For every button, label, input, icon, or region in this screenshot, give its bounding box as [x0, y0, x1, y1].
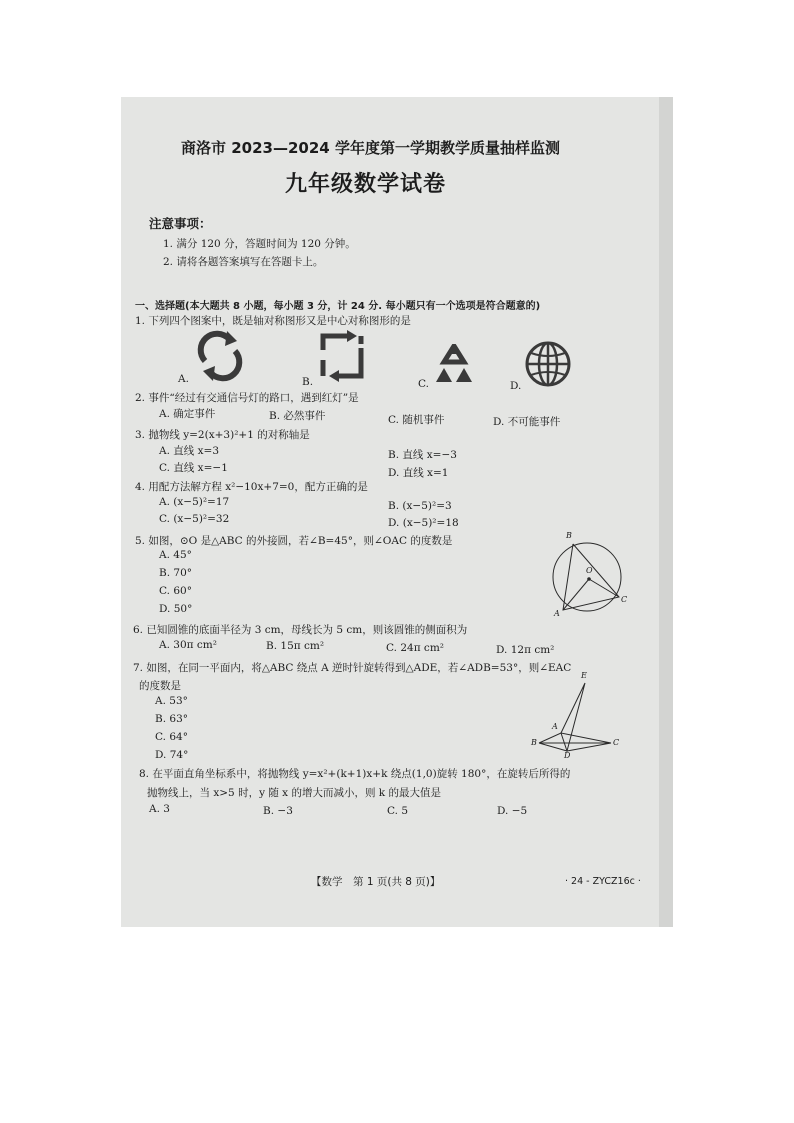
question-7-option-c: C. 64°	[155, 731, 188, 743]
exam-page-photo	[121, 97, 673, 927]
question-3-stem: 3. 抛物线 y=2(x+3)²+1 的对称轴是	[135, 429, 310, 441]
question-2-stem: 2. 事件“经过有交通信号灯的路口，遇到红灯”是	[135, 392, 359, 404]
question-1-option-c: C.	[418, 378, 429, 390]
notice-item-2: 2. 请将各题答案填写在答题卡上。	[163, 256, 324, 268]
notice-item-1: 1. 满分 120 分，答题时间为 120 分钟。	[163, 238, 356, 250]
globe-icon	[524, 340, 572, 392]
question-5-option-b: B. 70°	[159, 567, 193, 579]
question-3-option-a: A. 直线 x=3	[159, 445, 219, 457]
section-heading: 一、选择题(本大题共 8 小题，每小题 3 分，计 24 分. 每小题只有一个选项是符合题意的)	[135, 301, 541, 312]
question-8-option-c: C. 5	[387, 805, 409, 817]
question-1-option-d: D.	[510, 380, 522, 392]
figure7-label-e: E	[581, 671, 587, 680]
question-7-stem-line2: 的度数是	[139, 680, 181, 692]
page-footer: 【数学 第 1 页(共 8 页)】	[311, 876, 441, 888]
question-7-option-a: A. 53°	[155, 695, 188, 707]
paper-code: · 24 - ZYCZ16c ·	[565, 876, 641, 887]
question-4-option-d: D. (x−5)²=18	[388, 517, 459, 529]
question-5-option-d: D. 50°	[159, 603, 193, 615]
question-8-option-a: A. 3	[149, 803, 170, 815]
question-1-option-b: B.	[302, 376, 314, 388]
question-1-option-a: A.	[178, 373, 189, 385]
question-2-option-d: D. 不可能事件	[493, 416, 561, 428]
question-2-option-b: B. 必然事件	[269, 410, 326, 422]
question-3-option-d: D. 直线 x=1	[388, 467, 449, 479]
question-8-option-d: D. −5	[497, 805, 528, 817]
circle-triangle-figure	[545, 531, 629, 623]
figure5-label-c: C	[621, 595, 628, 604]
question-7-option-d: D. 74°	[155, 749, 189, 761]
exam-title: 商洛市 2023—2024 学年度第一学期教学质量抽样监测	[181, 139, 560, 157]
recycle-icon	[430, 344, 478, 390]
question-7-stem: 7. 如图，在同一平面内，将△ABC 绕点 A 逆时针旋转得到△ADE，若∠ADB=53°，则∠EAC	[133, 662, 572, 674]
question-2-option-c: C. 随机事件	[388, 414, 445, 426]
exam-subtitle: 九年级数学试卷	[285, 172, 447, 197]
question-4-option-c: C. (x−5)²=32	[159, 513, 230, 525]
question-5-option-a: A. 45°	[159, 549, 192, 561]
figure7-label-c: C	[613, 738, 620, 747]
question-3-option-c: C. 直线 x=−1	[159, 462, 228, 474]
question-6-option-c: C. 24π cm²	[386, 642, 444, 654]
question-4-option-a: A. (x−5)²=17	[159, 496, 230, 508]
question-8-option-b: B. −3	[263, 805, 293, 817]
question-8-stem-line2: 抛物线上，当 x>5 时，y 随 x 的增大而减小，则 k 的最大值是	[147, 787, 441, 799]
question-2-option-a: A. 确定事件	[159, 408, 216, 420]
question-5-option-c: C. 60°	[159, 585, 192, 597]
figure7-label-a: A	[552, 722, 558, 731]
rotation-triangle-figure	[529, 671, 621, 765]
figure5-label-b: B	[566, 531, 572, 540]
question-7-option-b: B. 63°	[155, 713, 189, 725]
question-5-stem: 5. 如图，⊙O 是△ABC 的外接圆，若∠B=45°，则∠OAC 的度数是	[135, 535, 453, 547]
figure7-label-b: B	[531, 738, 537, 747]
figure7-label-d: D	[564, 751, 571, 760]
question-6-option-a: A. 30π cm²	[159, 639, 217, 651]
question-3-option-b: B. 直线 x=−3	[388, 449, 457, 461]
question-8-stem: 8. 在平面直角坐标系中，将抛物线 y=x²+(k+1)x+k 绕点(1,0)旋转 180°，在旋转后所得的	[139, 768, 571, 780]
cycle-arrows-icon	[191, 329, 249, 387]
question-1-stem: 1. 下列四个图案中，既是轴对称图形又是中心对称图形的是	[135, 315, 411, 327]
next-page-edge	[659, 97, 673, 927]
figure5-label-o: O	[586, 566, 593, 575]
figure5-label-a: A	[554, 609, 560, 618]
notice-heading: 注意事项：	[149, 216, 212, 231]
square-arrows-icon	[317, 330, 367, 386]
question-6-stem: 6. 已知圆锥的底面半径为 3 cm，母线长为 5 cm，则该圆锥的侧面积为	[133, 624, 468, 636]
question-4-option-b: B. (x−5)²=3	[388, 500, 452, 512]
question-4-stem: 4. 用配方法解方程 x²−10x+7=0，配方正确的是	[135, 481, 368, 493]
question-6-option-b: B. 15π cm²	[266, 640, 325, 652]
question-6-option-d: D. 12π cm²	[496, 644, 555, 656]
